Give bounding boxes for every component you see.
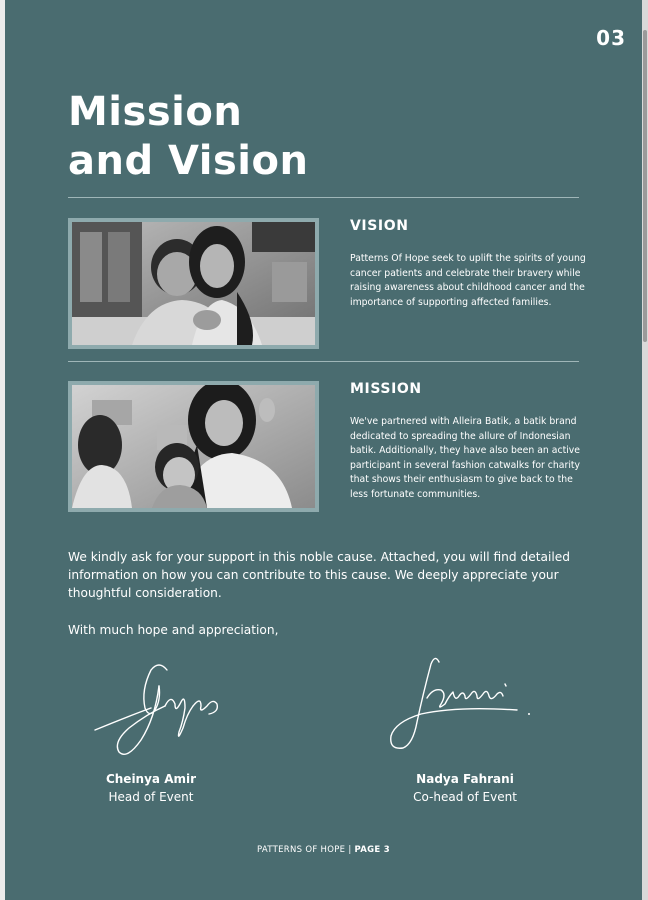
mission-heading: MISSION — [350, 381, 422, 397]
vision-heading: VISION — [350, 218, 409, 234]
signer-role: Co-head of Event — [413, 790, 517, 804]
page-footer — [5, 845, 642, 855]
page-number: 03 — [596, 26, 626, 50]
signer-2 — [385, 770, 545, 806]
vision-photo — [68, 218, 319, 349]
footer-brand: PATTERNS OF HOPE — [256, 845, 346, 855]
signer-1 — [71, 770, 231, 806]
title-line-2: and Vision — [68, 138, 309, 184]
document-page — [5, 0, 642, 900]
divider — [68, 361, 579, 362]
signature-cheinya — [89, 656, 224, 766]
mission-text: We've partnered with Alleira Batik, a batik brand dedicated to spreading the allure of Indonesian batik. Additionally, they have also been an active participant in several fashion catwalks for charity that shows their enthusiasm to give back to the less fortunate communities. — [350, 416, 581, 500]
divider — [68, 197, 579, 198]
closing-line: With much hope and appreciation, — [68, 623, 279, 637]
signer-name: Cheinya Amir — [105, 772, 197, 786]
scrollbar[interactable] — [642, 0, 648, 900]
footer-page: PAGE 3 — [354, 845, 391, 855]
vision-text: Patterns Of Hope seek to uplift the spirits of young cancer patients and celebrate their bravery while raising awareness about childhood cancer and the importance of supporting affected families. — [350, 253, 586, 308]
signer-role: Head of Event — [108, 790, 194, 804]
support-paragraph: We kindly ask for your support in this noble cause. Attached, you will find detailed information on how you can contribute to this cause. We deeply appreciate your thoughtful consideration. — [68, 550, 570, 600]
signature-nadya — [387, 652, 537, 757]
title-line-1: Mission — [68, 89, 243, 135]
signer-name: Nadya Fahrani — [416, 772, 514, 786]
footer-separator: | — [345, 845, 355, 855]
page-title — [68, 88, 308, 186]
scrollbar-thumb[interactable] — [643, 30, 647, 342]
mission-photo — [68, 381, 319, 512]
